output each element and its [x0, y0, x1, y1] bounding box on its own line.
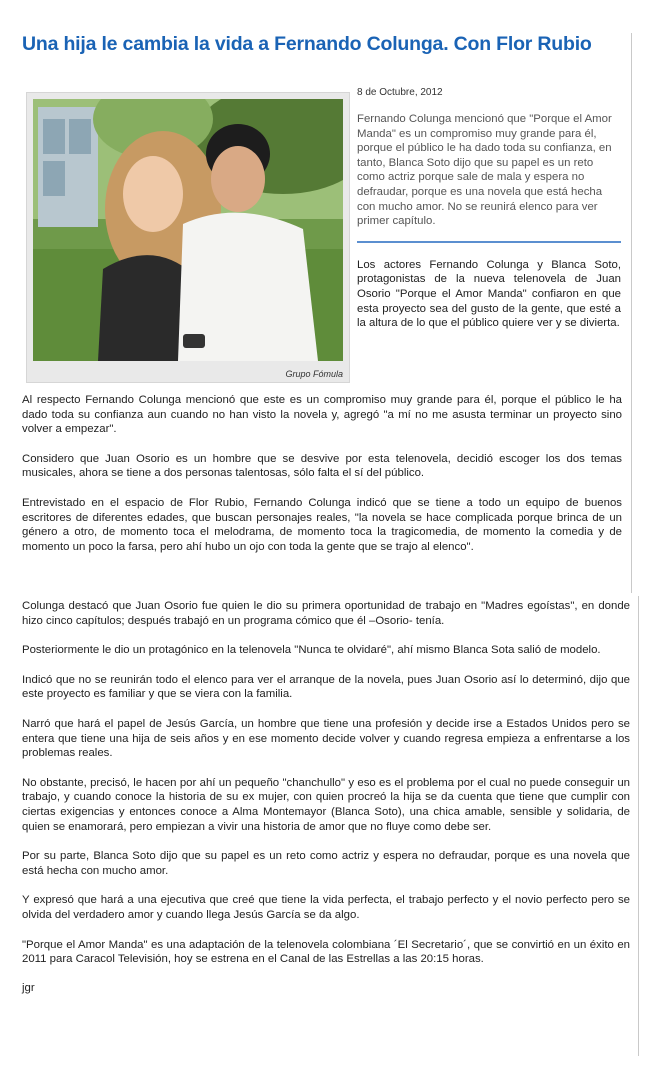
article [22, 33, 632, 994]
photo-frame [26, 92, 350, 383]
paragraph: "Porque el Amor Manda" es una adaptación de la telenovela colombiana ´El Secretario´, que se convirtió en un éxito en 2011 para Caracol Televisión, hoy se estrena en el Canal de las Estrellas a las 20:15 horas. [22, 938, 630, 966]
paragraph: Indicó que no se reunirán todo el elenco para ver el arranque de la novela, pues Juan Osorio así lo determinó, dijo que este proyecto es familiar y que se viera con la familia. [22, 673, 630, 701]
paragraph: Y expresó que hará a una ejecutiva que creé que tiene la vida perfecta, el trabajo perfecto y el novio perfecto pero se olvida del verdadero amor y cuando llega Jesús García se da algo. [22, 894, 630, 921]
article-summary: Fernando Colunga mencionó que "Porque el Amor Manda" es un compromiso muy grande para él, porque el público le ha dado toda su confianza, en tanto, Blanca Soto dijo que su papel es un reto como actriz porque sale de mala y espera no defraudar, porque es una novela que está hecha con mucho amor. No se reunirá elenco para ver primer capítulo. [357, 113, 612, 228]
paragraph: Posteriormente le dio un protagónico en la telenovela "Nunca te olvidaré", ahí mismo Blanca Sota salió de modelo. [22, 644, 601, 657]
article-body-part-2 [22, 599, 630, 994]
photo-caption: Grupo Fómula [285, 369, 343, 379]
paragraph: Por su parte, Blanca Soto dijo que su papel es un reto como actriz y espera no defraudar, porque es una novela que está hecha con mucho amor. [22, 850, 630, 877]
paragraph: Al respecto Fernando Colunga mencionó que este es un compromiso muy grande para él, porque el público le ha dado toda su confianza aun cuando no han visto la novela y, agregó "a mí no me asusta terminar un proyecto sino volver a empezar". [22, 394, 622, 436]
paragraph: No obstante, precisó, le hacen por ahí un pequeño "chanchullo" y eso es el problema por el cual no puede conseguir un trabajo, y cuando conoce la historia de su ex mujer, con quien procreó la hija se da cuenta que tiene que cumplir con ciertas exigencias y entonces conoce a Alma Montemayor (Blanca Soto), una chica amable, sensible y solidaria, de quien se enamorará, pero empiezan a vivir una historia de amor que no fluye como debe ser. [22, 776, 630, 833]
sidebar-column [357, 87, 621, 331]
column-rule [631, 33, 632, 593]
paragraph: Colunga destacó que Juan Osorio fue quien le dio su primera oportunidad de trabajo en "Madres egoístas", en donde hizo cinco capítulos; después trabajó en un programa cómico que él –Osorio- tenía. [22, 600, 630, 627]
article-date: 8 de Octubre, 2012 [357, 87, 443, 98]
paragraph: Entrevistado en el espacio de Flor Rubio, Fernando Colunga indicó que se tiene a todo un equipo de buenos escritores de diferentes edades, que buscan personajes reales, "la novela se hace complicada porque brinca de un género a otro, de momento toca el melodrama, de momento toca la tragicomedia, de momento la comedia y de momento un poco la farsa, pero ahí hubo un ojo con toda la gente que se trajo al elenco". [22, 496, 622, 553]
column-rule-lower [638, 596, 639, 1056]
summary-divider [357, 241, 621, 243]
article-body-part-1 [22, 393, 622, 569]
article-title: Una hija le cambia la vida a Fernando Colunga. Con Flor Rubio [22, 33, 592, 55]
author-signature: jgr [22, 981, 35, 994]
side-paragraph: Los actores Fernando Colunga y Blanca Soto, protagonistas de la nueva telenovela de Juan Osorio "Porque el Amor Manda" confiaron en que esta proyecto sea del gusto de la gente, que esté a la altura de lo que el público quiere ver y se divierta. [357, 258, 621, 330]
article-photo [33, 99, 343, 361]
paragraph: Considero que Juan Osorio es un hombre que se desvive por esta telenovela, decidió escoger los dos temas musicales, ahora se tiene a dos personas talentosas, sólo falta el sí del público. [22, 452, 622, 480]
paragraph: Narró que hará el papel de Jesús García, un hombre que tiene una profesión y decide irse a Estados Unidos pero se entera que tiene una hija de seis años y en ese momento decide volver y cuando regresa empieza a enfrentarse a los problemas reales. [22, 717, 630, 760]
